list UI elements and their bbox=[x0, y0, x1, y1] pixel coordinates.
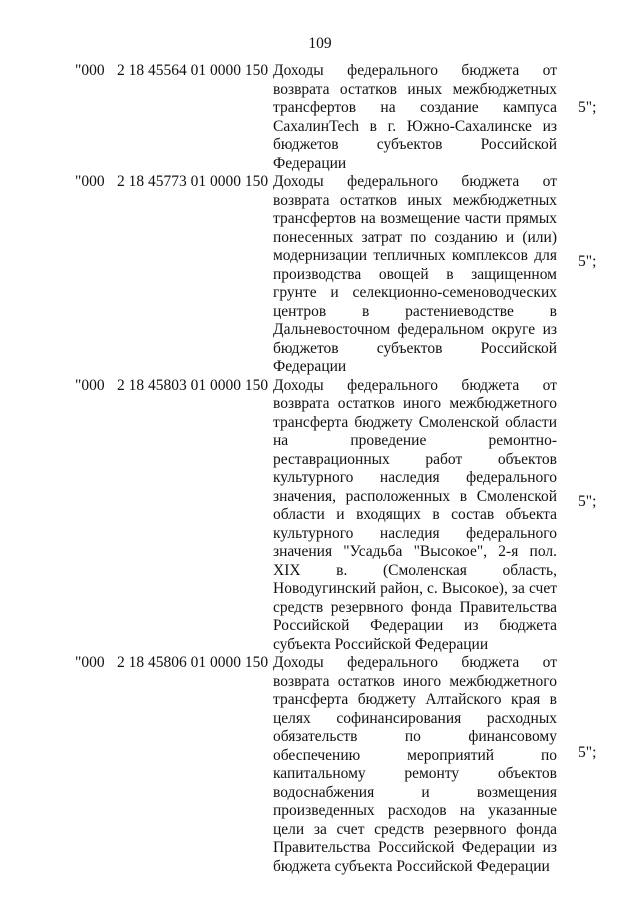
entry-prefix: "000 bbox=[75, 62, 105, 79]
list-item bbox=[0, 173, 640, 377]
entry-prefix: "000 bbox=[75, 376, 105, 394]
budget-classification-code: 2 18 45806 01 0000 150 bbox=[117, 654, 269, 671]
entry-prefix: "000 bbox=[75, 654, 105, 671]
entry-suffix: 5"; bbox=[578, 744, 597, 761]
list-item bbox=[0, 62, 640, 173]
entry-description: Доходы федерального бюджета от возврата остатков иного межбюджетного трансферта бюджету Алтайского края в целях софинансирования расходных обязательств по финансовому обеспечению мероприятий по капитальному ремонту объектов водоснабжения и возмещения произведенных расходов на указанные цели за счет средств резервного фонда Правительства Российской Федерации из бюджета субъекта Российской Федерации bbox=[273, 654, 557, 875]
list-item bbox=[0, 377, 640, 655]
page-number: 109 bbox=[308, 35, 332, 52]
entry-suffix: 5"; bbox=[578, 253, 597, 270]
budget-classification-code: 2 18 45564 01 0000 150 bbox=[117, 62, 269, 79]
entry-suffix: 5"; bbox=[578, 492, 597, 510]
entry-description: Доходы федерального бюджета от возврата остатков иного межбюджетного трансферта бюджету Смоленской области на проведение ремонтно-реставрационных работ объектов культурного наследия федерального значения, расположенных в Смоленской области и входящих в состав объекта культурного наследия федерального значения "Усадьба "Высокое", 2-я пол. XIX в. (Смоленская область, Новодугинский район, с. Высокое), за счет средств резервного фонда Правительства Российской Федерации из бюджета субъекта Российской Федерации bbox=[273, 376, 557, 653]
entry-description: Доходы федерального бюджета от возврата остатков иных межбюджетных трансфертов на создание кампуса СахалинTech в г. Южно-Сахалинске из бюджетов субъектов Российской Федерации bbox=[273, 62, 557, 172]
entry-prefix: "000 bbox=[75, 173, 105, 190]
list-item bbox=[0, 654, 640, 876]
revenue-code-list bbox=[0, 62, 640, 876]
entry-suffix: 5"; bbox=[578, 99, 597, 116]
budget-classification-code: 2 18 45803 01 0000 150 bbox=[117, 376, 269, 394]
entry-description: Доходы федерального бюджета от возврата остатков иных межбюджетных трансфертов на возмещение части прямых понесенных затрат по созданию и (или) модернизации тепличных комплексов для производства овощей в защищенном грунте и селекционно-семеноводческих центров в растениеводстве в Дальневосточном федеральном округе из бюджетов субъектов Российской Федерации bbox=[273, 173, 557, 375]
budget-classification-code: 2 18 45773 01 0000 150 bbox=[117, 173, 269, 190]
